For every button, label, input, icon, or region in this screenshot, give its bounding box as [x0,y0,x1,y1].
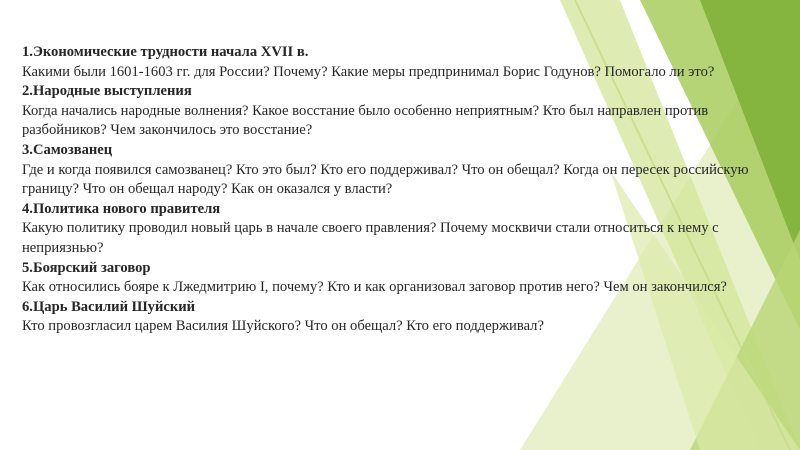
section-questions: Где и когда появился самозванец? Кто это был? Кто его поддерживал? Что он обещал? Когда он пересек российскую границу? Что он обещал народу? Как он оказался у власти? [22,161,749,198]
section-heading: 5.Боярский заговор [22,259,151,276]
section-questions: Кто провозгласил царем Василия Шуйского? Что он обещал? Кто его поддерживал? [22,318,544,335]
section-heading: 2.Народные выступления [22,83,192,100]
section-popular-uprisings [22,82,782,141]
questions-list [22,43,782,337]
section-questions: Когда начались народные волнения? Какое восстание было особенно неприятным? Кто был направлен против разбойников? Чем закончилось это восстание? [22,102,709,139]
section-new-ruler-policy [22,200,782,259]
section-questions: Как относились бояре к Лжедмитрию I, почему? Кто и как организовал заговор против него? Чем он закончился? [22,279,727,296]
section-boyar-conspiracy [22,259,782,298]
section-tsar-vasily-shuisky [22,298,782,337]
section-heading: 6.Царь Василий Шуйский [22,298,196,315]
section-economic-difficulties [22,43,782,82]
section-heading: 3.Самозванец [22,141,113,158]
section-questions: Какими были 1601-1603 гг. для России? Почему? Какие меры предпринимал Борис Годунов? Помогало ли это? [22,63,715,80]
section-impostor [22,141,782,200]
section-questions: Какую политику проводил новый царь в начале своего правления? Почему москвичи стали относиться к нему с неприязнью? [22,220,719,256]
section-heading: 1.Экономические трудности начала XVII в. [22,44,309,60]
section-heading: 4.Политика нового правителя [22,200,221,217]
